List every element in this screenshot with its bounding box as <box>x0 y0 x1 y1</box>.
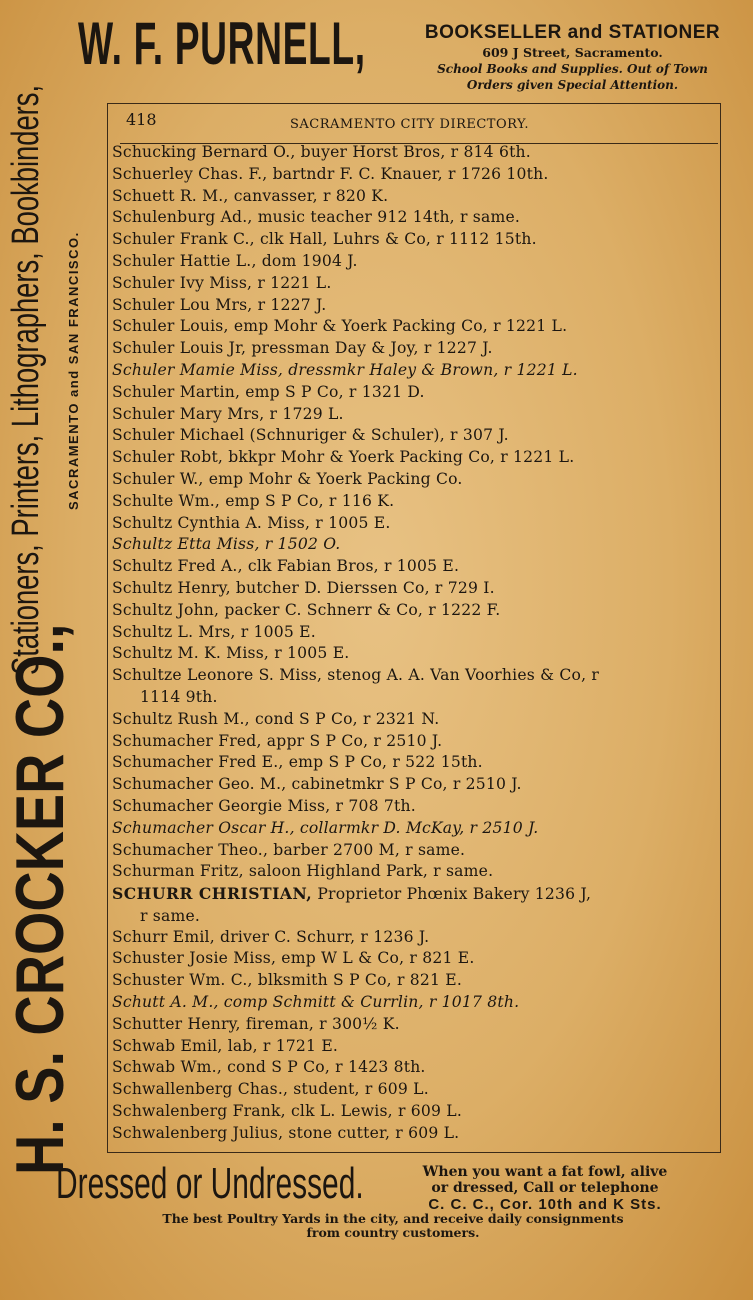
directory-entry <box>112 665 712 709</box>
entry-text: Schuler Louis, emp Mohr & Yoerk Packing Co, r 1221 L. <box>112 317 568 336</box>
directory-entry <box>112 186 712 208</box>
directory-entry <box>112 360 712 382</box>
header-ad <box>410 22 735 92</box>
directory-entry <box>112 970 712 992</box>
entry-text: Schumacher Theo., barber 2700 M, r same. <box>112 840 466 859</box>
entry-text: Schucking Bernard O., buyer Horst Bros, r 814 6th. <box>112 143 531 161</box>
running-head: SACRAMENTO CITY DIRECTORY. <box>290 117 530 132</box>
footer-ad-line1: When you want a fat fowl, alive <box>422 1164 668 1180</box>
entry-text: Schuler Frank C., clk Hall, Luhrs & Co, r 1112 15th. <box>112 230 537 249</box>
directory-entry <box>112 295 712 317</box>
directory-entry <box>112 818 712 840</box>
entry-text: Schultz John, packer C. Schnerr & Co, r 1222 F. <box>112 600 501 619</box>
advertiser-name: W. F. PURNELL, <box>78 10 366 77</box>
directory-entry <box>112 556 712 578</box>
entry-text: Schuler Michael (Schnuriger & Schuler), r 307 J. <box>112 426 509 445</box>
entry-continuation: 1114 9th. <box>140 687 218 706</box>
directory-entry <box>112 796 712 818</box>
entry-text: Schwallenberg Chas., student, r 609 L. <box>112 1080 429 1099</box>
directory-entry <box>112 752 712 774</box>
directory-entry <box>112 1036 712 1058</box>
entry-text: Schumacher Geo. M., cabinetmkr S P Co, r 2510 J. <box>112 775 522 794</box>
page-number: 418 <box>126 110 157 129</box>
directory-entry <box>112 1079 712 1101</box>
entry-text: Schultz Cynthia A. Miss, r 1005 E. <box>112 513 391 532</box>
directory-entry <box>112 948 712 970</box>
directory-entry <box>112 513 712 535</box>
entry-text: Schuler Martin, emp S P Co, r 1321 D. <box>112 382 425 401</box>
side-ad-cities: SACRAMENTO and SAN FRANCISCO. <box>66 231 81 510</box>
entry-text: Schwalenberg Julius, stone cutter, r 609 L. <box>112 1123 460 1142</box>
entry-text: Schuler Ivy Miss, r 1221 L. <box>112 273 332 292</box>
entry-text: Schultz Etta Miss, r 1502 O. <box>112 535 341 554</box>
footer-ad-line4: The best Poultry Yards in the city, and receive daily consignments <box>162 1211 624 1226</box>
entry-text: Schuler Mary Mrs, r 1729 L. <box>112 404 344 423</box>
entry-text: Schuster Josie Miss, emp W L & Co, r 821 E. <box>112 949 475 968</box>
entry-text: Schuerley Chas. F., bartndr F. C. Knauer, r 1726 10th. <box>112 164 549 183</box>
directory-entry <box>112 774 712 796</box>
entry-text: Schuler Louis Jr, pressman Day & Joy, r 1227 J. <box>112 339 493 358</box>
directory-entry <box>112 142 712 164</box>
directory-entry <box>112 927 712 949</box>
header-ad-line2: Orders given Special Attention. <box>466 78 679 92</box>
entry-text: Schurman Fritz, saloon Highland Park, r same. <box>112 862 494 881</box>
entry-text: Schuler Lou Mrs, r 1227 J. <box>112 295 327 314</box>
footer-ad-line5: from country customers. <box>306 1225 480 1240</box>
directory-entry <box>112 229 712 251</box>
entry-text: Schumacher Georgie Miss, r 708 7th. <box>112 796 416 815</box>
entry-text: Schumacher Oscar H., collarmkr D. McKay, r 2510 J. <box>112 818 539 837</box>
directory-entry <box>112 1057 712 1079</box>
directory-entry <box>112 578 712 600</box>
footer-ad <box>355 1164 735 1214</box>
footer-ad-line3: C. C. C., Cor. 10th and K Sts. <box>428 1196 662 1213</box>
directory-entry <box>112 600 712 622</box>
directory-entry <box>112 491 712 513</box>
directory-entry <box>112 164 712 186</box>
directory-entry <box>112 469 712 491</box>
header-ad-address: 609 J Street, Sacramento. <box>482 45 663 60</box>
directory-entry <box>112 338 712 360</box>
footer-ad-line2: or dressed, Call or telephone <box>431 1180 659 1196</box>
directory-entry <box>112 273 712 295</box>
entry-continuation: r same. <box>140 906 201 925</box>
directory-entry <box>112 207 712 229</box>
directory-entry <box>112 709 712 731</box>
footer-ad-bottom <box>48 1212 738 1240</box>
entry-text: Schwalenberg Frank, clk L. Lewis, r 609 L. <box>112 1102 463 1121</box>
entry-text: Schumacher Fred, appr S P Co, r 2510 J. <box>112 731 443 750</box>
directory-entry <box>112 883 712 927</box>
directory-entry <box>112 992 712 1014</box>
entry-text: Schutter Henry, fireman, r 300½ K. <box>112 1014 400 1033</box>
side-ad <box>2 65 96 1175</box>
directory-entry <box>112 1014 712 1036</box>
directory-entry <box>112 425 712 447</box>
entry-text: Schurr Emil, driver C. Schurr, r 1236 J. <box>112 927 430 946</box>
entry-text: Schuster Wm. C., blksmith S P Co, r 821 E. <box>112 971 463 990</box>
side-ad-company: H. S. CROCKER CO., <box>2 623 78 1175</box>
directory-entry <box>112 447 712 469</box>
entry-text: Schutt A. M., comp Schmitt & Currlin, r 1017 8th. <box>112 993 520 1012</box>
directory-entry <box>112 534 712 556</box>
directory-entry <box>112 1101 712 1123</box>
directory-entry <box>112 251 712 273</box>
entry-text: Proprietor Phœnix Bakery 1236 J, <box>312 885 592 904</box>
footer-ad-slogan: Dressed or Undressed. <box>56 1159 364 1208</box>
directory-entry <box>112 382 712 404</box>
directory-entry <box>112 622 712 644</box>
directory-entry <box>112 840 712 862</box>
entry-text: Schultz L. Mrs, r 1005 E. <box>112 622 316 641</box>
directory-entries <box>112 142 712 1145</box>
directory-entry <box>112 316 712 338</box>
entry-text: Schuett R. M., canvasser, r 820 K. <box>112 186 389 205</box>
entry-text: Schultz Fred A., clk Fabian Bros, r 1005 E. <box>112 557 460 576</box>
directory-entry <box>112 404 712 426</box>
entry-text: Schwab Emil, lab, r 1721 E. <box>112 1036 339 1055</box>
entry-text: Schwab Wm., cond S P Co, r 1423 8th. <box>112 1058 426 1077</box>
entry-text: Schuler Hattie L., dom 1904 J. <box>112 251 358 270</box>
entry-text: Schuler Robt, bkkpr Mohr & Yoerk Packing Co, r 1221 L. <box>112 448 575 467</box>
entry-text: Schuler Mamie Miss, dressmkr Haley & Brown, r 1221 L. <box>112 360 578 379</box>
entry-text: Schulte Wm., emp S P Co, r 116 K. <box>112 491 395 510</box>
side-ad-trades: Stationers, Printers, Lithographers, Bookbinders, <box>5 84 47 675</box>
directory-entry <box>112 731 712 753</box>
entry-text: Schultz M. K. Miss, r 1005 E. <box>112 644 350 663</box>
header-ad-title: BOOKSELLER and STATIONER <box>424 22 721 43</box>
entry-text: Schultz Henry, butcher D. Dierssen Co, r 729 I. <box>112 578 495 597</box>
entry-text: Schultz Rush M., cond S P Co, r 2321 N. <box>112 709 440 728</box>
directory-entry <box>112 1123 712 1145</box>
entry-text: Schultze Leonore S. Miss, stenog A. A. Van Voorhies & Co, r <box>112 666 600 685</box>
directory-entry <box>112 861 712 883</box>
header-ad-line1: School Books and Supplies. Out of Town <box>437 62 708 76</box>
entry-text: Schumacher Fred E., emp S P Co, r 522 15th. <box>112 753 483 772</box>
entry-bold-name: SCHURR CHRISTIAN, <box>112 884 313 904</box>
entry-text: Schuler W., emp Mohr & Yoerk Packing Co. <box>112 469 463 488</box>
directory-entry <box>112 643 712 665</box>
entry-text: Schulenburg Ad., music teacher 912 14th, r same. <box>112 208 521 227</box>
